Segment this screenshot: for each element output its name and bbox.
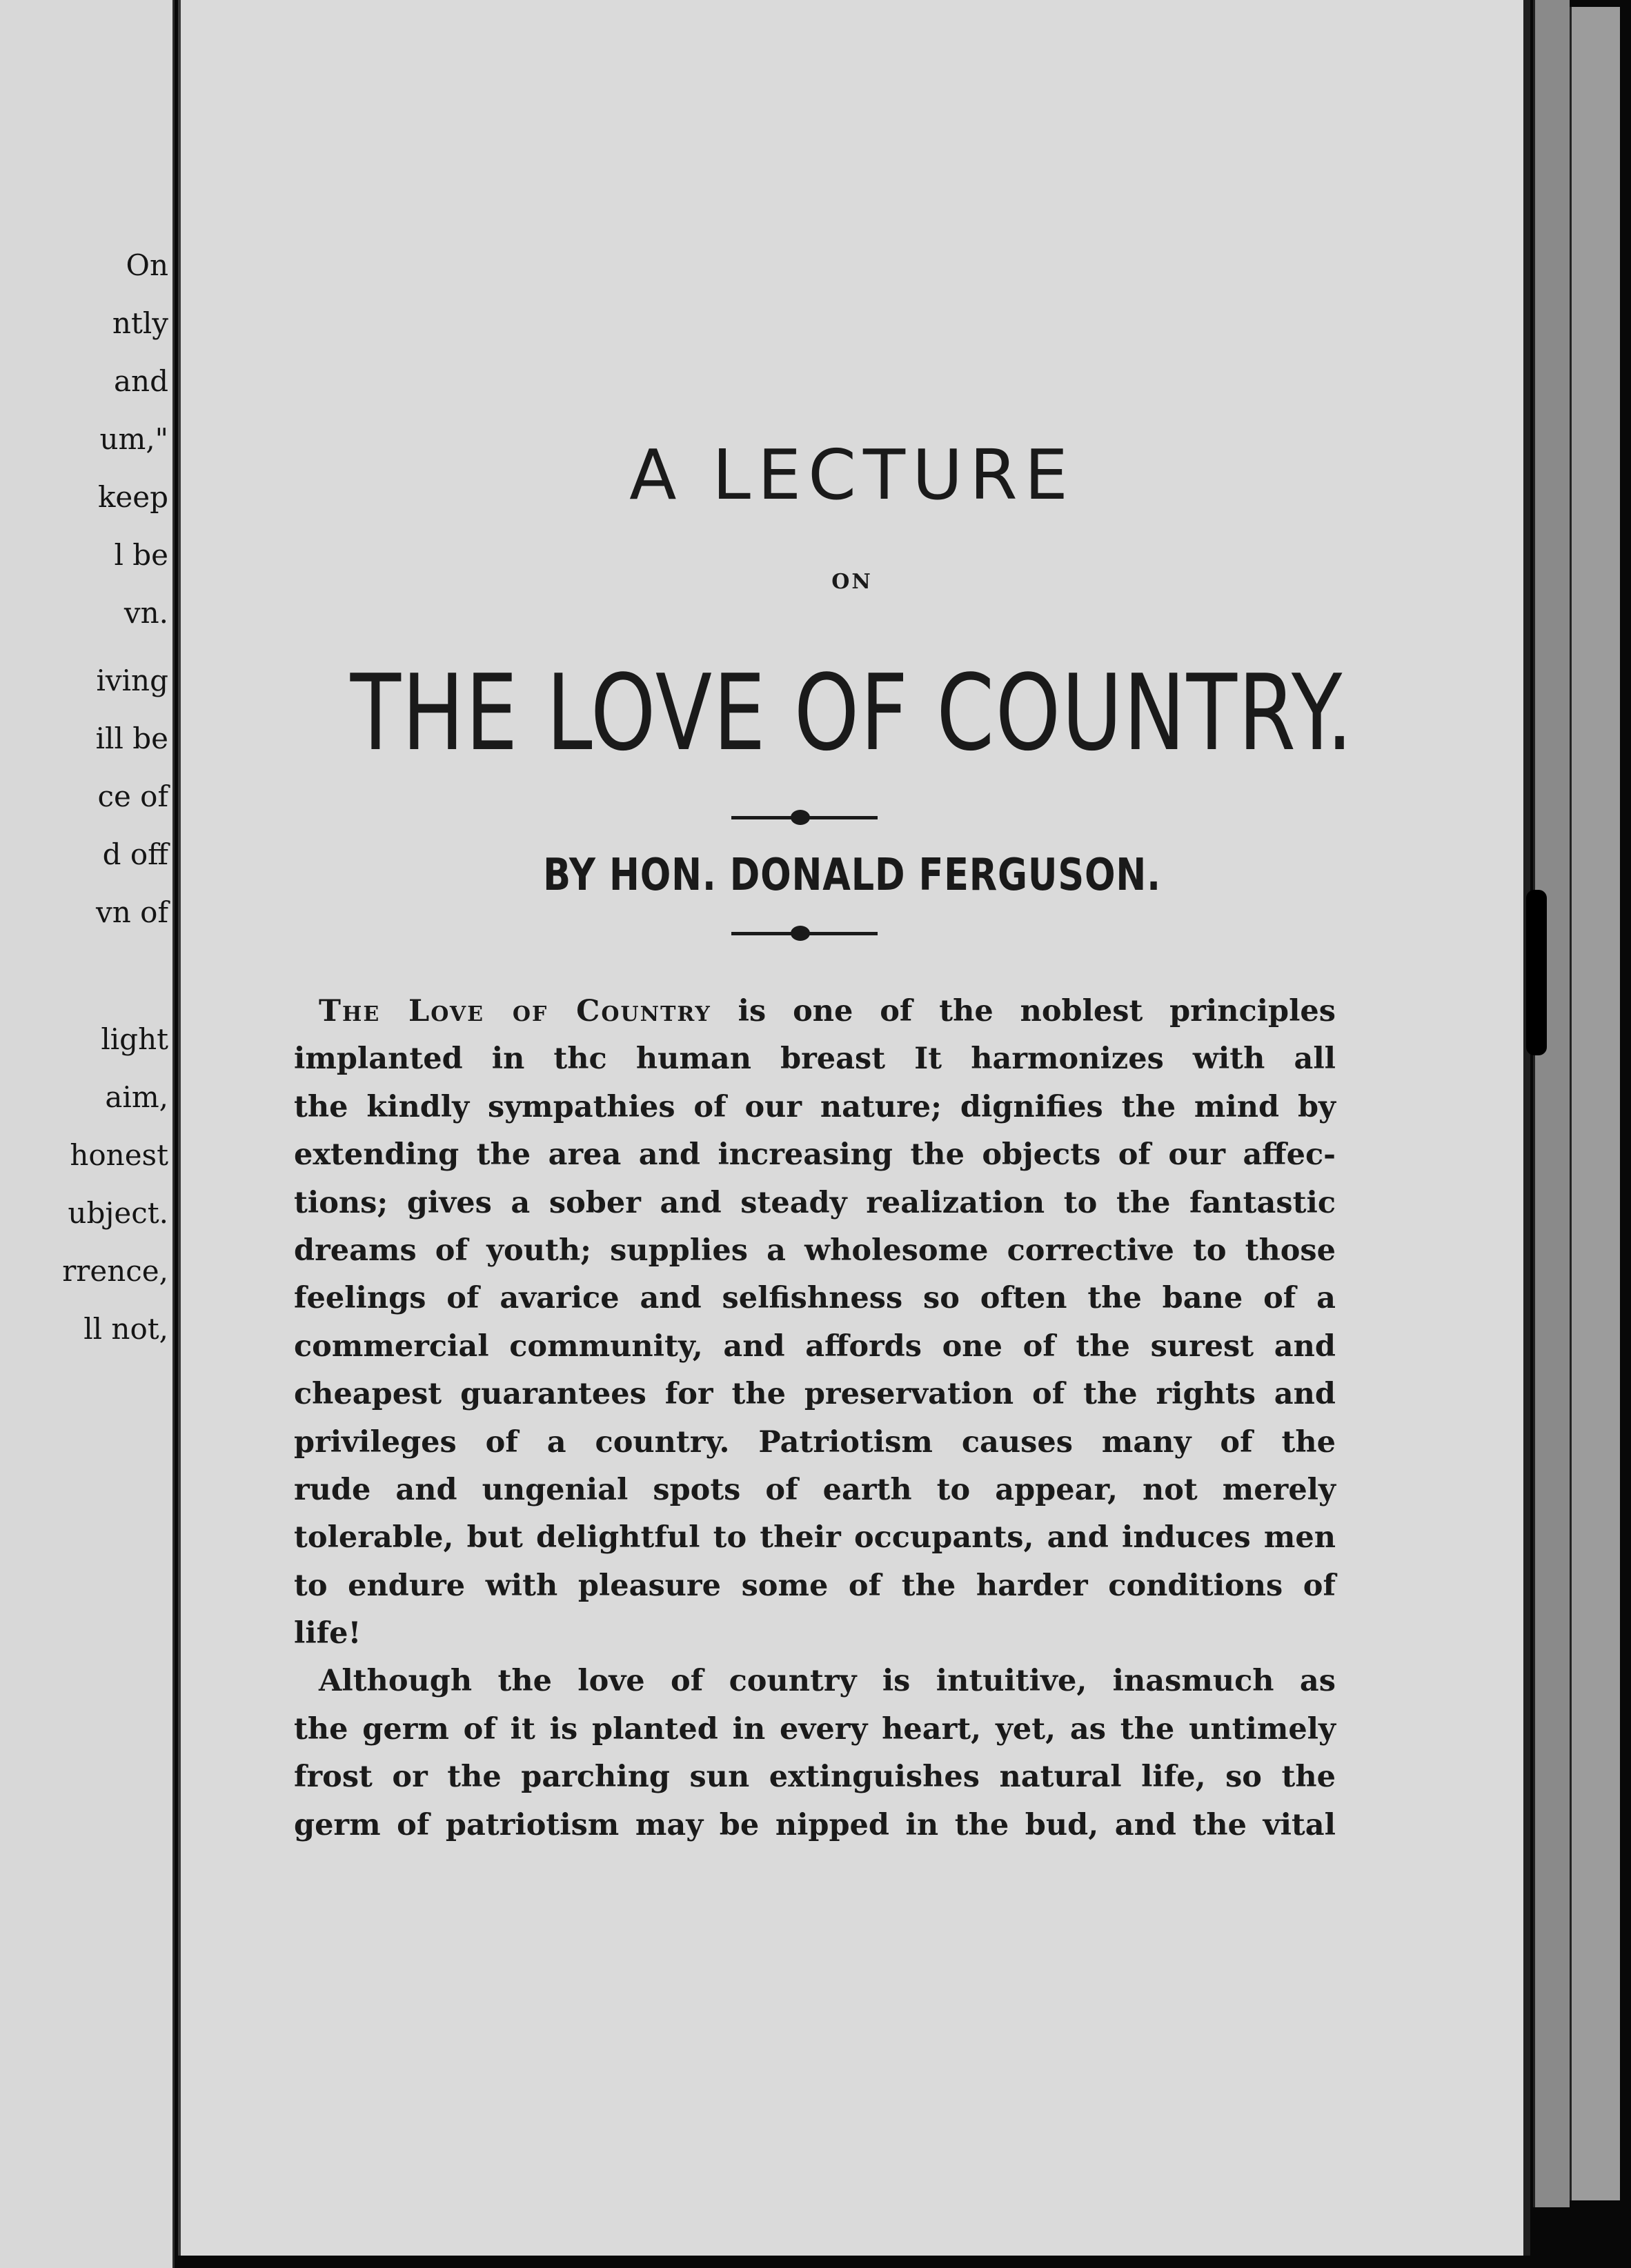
author-byline: BY HON. DONALD FERGUSON.: [543, 850, 1161, 901]
body-line: commercial community, and affords one of the surest and: [294, 1329, 1336, 1364]
left-fragment: ll not,: [83, 1312, 168, 1346]
lecture-body: [294, 988, 1336, 1849]
left-fragment: vn of: [96, 895, 168, 929]
left-facing-page: [0, 0, 175, 2268]
left-fragment: l be: [114, 538, 168, 572]
body-line: frost or the parching sun extinguishes natural life, so the: [294, 1760, 1336, 1795]
body-line: tolerable, but delightful to their occupants, and induces men: [294, 1520, 1336, 1555]
left-fragment: honest: [70, 1138, 168, 1172]
left-fragment: and: [114, 364, 168, 398]
left-fragment: On: [126, 248, 168, 282]
left-fragment: rrence,: [62, 1254, 168, 1288]
heading-on: ON: [831, 570, 873, 594]
body-line: [294, 988, 1336, 1035]
body-line: tions; gives a sober and steady realization to the fantastic: [294, 1185, 1336, 1220]
body-line: life!: [294, 1616, 362, 1651]
left-fragment: keep: [97, 480, 168, 514]
left-fragment: ce of: [97, 779, 168, 813]
body-line-text: is one of the noblest principles: [711, 994, 1336, 1028]
lead-in-small-caps: The Love of Country: [319, 994, 711, 1028]
body-line: germ of patriotism may be nipped in the bud, and the vital: [294, 1807, 1336, 1842]
left-fragment: ubject.: [68, 1196, 168, 1230]
byline-ornament-rule: [731, 923, 878, 944]
lecture-page: [178, 0, 1530, 2256]
body-line: dreams of youth; supplies a wholesome corrective to those: [294, 1233, 1336, 1268]
left-fragment: light: [101, 1022, 168, 1056]
body-line: rude and ungenial spots of earth to appear, not merely: [294, 1472, 1336, 1507]
left-fragment: aim,: [105, 1080, 168, 1114]
body-line: extending the area and increasing the objects of our affec-: [294, 1137, 1336, 1173]
page-title: THE LOVE OF COUNTRY.: [350, 652, 1354, 774]
left-fragment: vn.: [123, 596, 168, 630]
page-edge: [1533, 0, 1570, 2207]
title-ornament-rule: [731, 807, 878, 828]
left-fragment: iving: [96, 664, 168, 697]
body-line: cheapest guarantees for the preservation of the rights and: [294, 1377, 1336, 1412]
body-line: feelings of avarice and selfishness so often the bane of a: [294, 1281, 1336, 1316]
left-fragment: ill be: [95, 722, 168, 755]
left-fragment: um,": [99, 422, 168, 456]
binding-clip: [1526, 890, 1547, 1055]
body-line: to endure with pleasure some of the harder conditions of: [294, 1568, 1336, 1603]
body-line: Although the love of country is intuitive, inasmuch as: [319, 1664, 1336, 1699]
left-fragment: ntly: [112, 306, 168, 340]
page-edge: [1570, 7, 1620, 2200]
body-line: implanted in thc human breast It harmonizes with all: [294, 1042, 1336, 1077]
lecture-heading: A LECTURE: [629, 435, 1075, 515]
body-line: the kindly sympathies of our nature; dignifies the mind by: [294, 1089, 1336, 1124]
left-fragment: d off: [102, 837, 168, 871]
body-line: the germ of it is planted in every heart, yet, as the untimely: [294, 1711, 1336, 1747]
body-line: privileges of a country. Patriotism causes many of the: [294, 1424, 1336, 1460]
